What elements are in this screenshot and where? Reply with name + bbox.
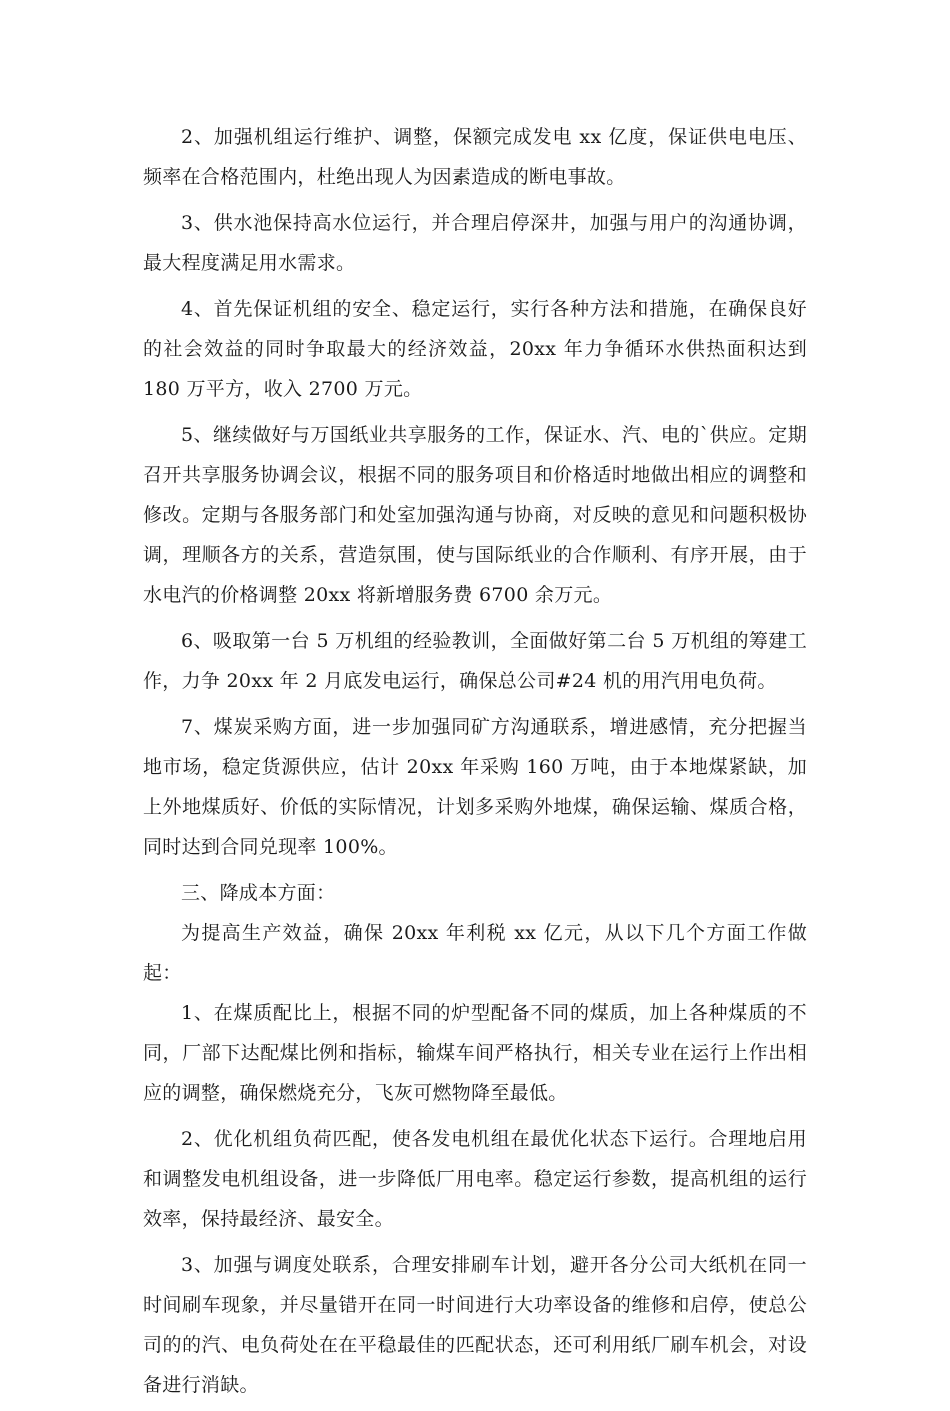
paragraph-item-1-coal-blending: 1、在煤质配比上，根据不同的炉型配备不同的煤质，加上各种煤质的不同，厂部下达配煤比例和指标，输煤车间严格执行，相关专业在运行上作出相应的调整，确保燃烧充分，飞灰可燃物降至最低。 [143,1002,807,1104]
paragraph-item-6-second-unit: 6、吸取第一台 5 万机组的经验教训，全面做好第二台 5 万机组的筹建工作，力争 20xx 年 2 月底发电运行，确保总公司#24 机的用汽用电负荷。 [143,630,807,692]
document-body [143,117,807,1411]
paragraph-item-7-coal-purchase: 7、煤炭采购方面，进一步加强同矿方沟通联系，增进感情，充分把握当地市场，稳定货源供应，估计 20xx 年采购 160 万吨，由于本地煤紧缺，加上外地煤质好、价低的实际情况，计划多采购外地煤，确保运输、煤质合格，同时达到合同兑现率 100%。 [143,716,807,858]
paragraph-item-4-safety-heating: 4、首先保证机组的安全、稳定运行，实行各种方法和措施，在确保良好的社会效益的同时争取最大的经济效益，20xx 年力争循环水供热面积达到 180 万平方，收入 2700 万元。 [143,298,807,400]
paragraph-item-5-shared-services: 5、继续做好与万国纸业共享服务的工作，保证水、汽、电的`供应。定期召开共享服务协调会议，根据不同的服务项目和价格适时地做出相应的调整和修改。定期与各服务部门和处室加强沟通与协商，对反映的意见和问题积极协调，理顺各方的关系，营造氛围，使与国际纸业的合作顺利、有序开展，由于水电汽的价格调整 20xx 将新增服务费 6700 余万元。 [143,424,807,606]
paragraph-item-3-water-supply: 3、供水池保持高水位运行，并合理启停深井，加强与用户的沟通协调，最大程度满足用水需求。 [143,212,807,274]
section-heading-cost-reduction: 三、降成本方面： [181,882,336,904]
paragraph-item-3-dispatch: 3、加强与调度处联系，合理安排刷车计划，避开各分公司大纸机在同一时间刷车现象，并尽量错开在同一时间进行大功率设备的维修和启停，使总公司的的汽、电负荷处在在平稳最佳的匹配状态，还可利用纸厂刷车机会，对设备进行消缺。 [143,1254,807,1396]
paragraph-item-2-load-matching: 2、优化机组负荷匹配，使各发电机组在最优化状态下运行。合理地启用和调整发电机组设备，进一步降低厂用电率。稳定运行参数，提高机组的运行效率，保持最经济、最安全。 [143,1128,807,1230]
paragraph-item-2-maintenance: 2、加强机组运行维护、调整，保额完成发电 xx 亿度，保证供电电压、频率在合格范围内，杜绝出现人为因素造成的断电事故。 [143,126,807,188]
section-intro: 为提高生产效益，确保 20xx 年利税 xx 亿元，从以下几个方面工作做起： [143,922,807,984]
